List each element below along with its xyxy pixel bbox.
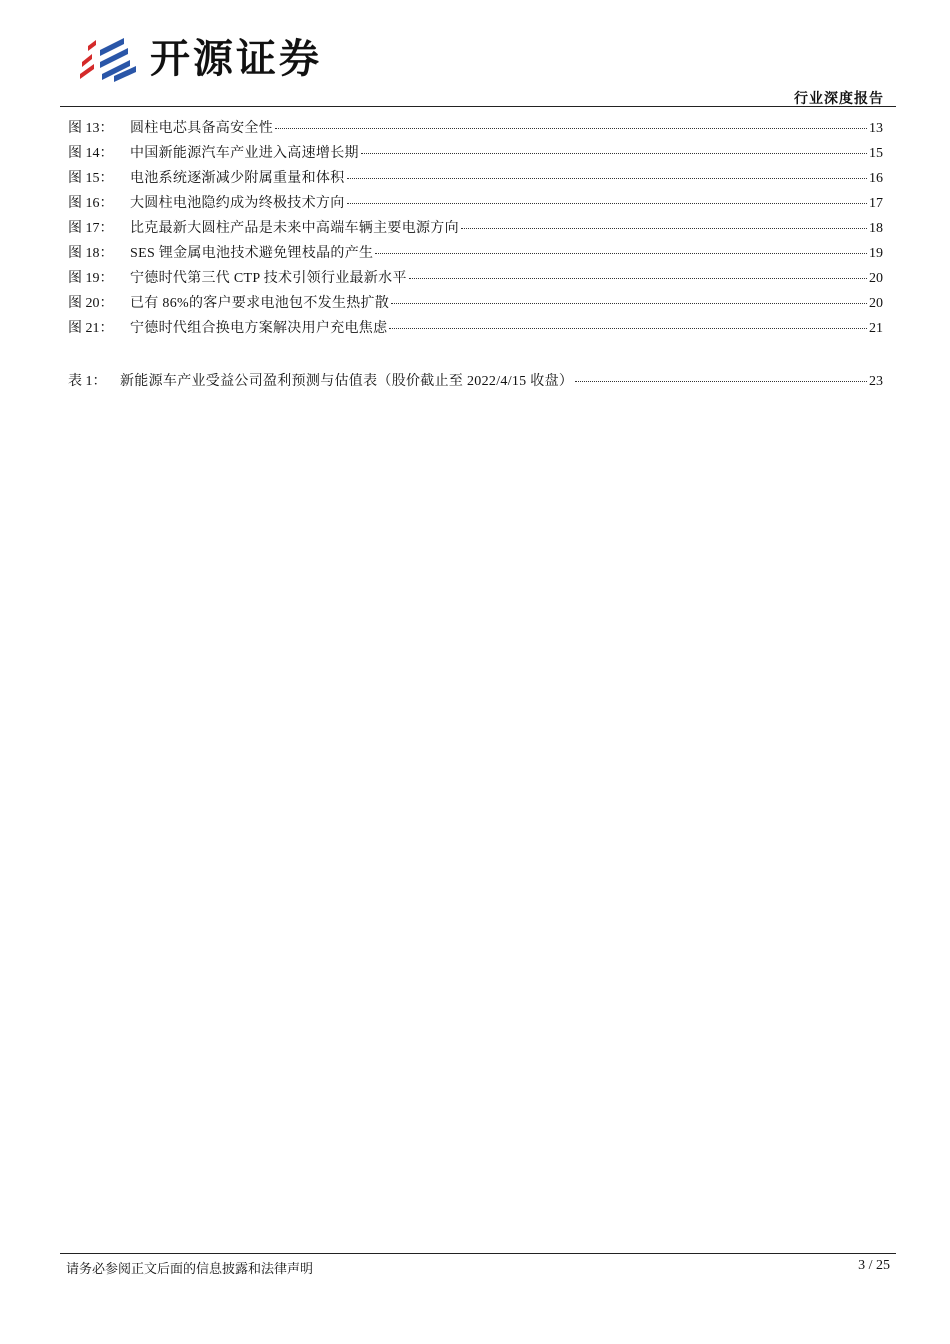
toc-entry-label: 图 13：: [68, 121, 114, 136]
toc-entry-page: 15: [869, 146, 883, 161]
toc-entry-page: 16: [869, 171, 883, 186]
toc-entry-title: SES 锂金属电池技术避免锂枝晶的产生: [130, 246, 374, 261]
page-number: 3 / 25: [858, 1258, 890, 1273]
toc-entry[interactable]: [68, 192, 883, 217]
toc-leader-dots: [361, 153, 867, 154]
toc-entry-page: 21: [869, 321, 883, 336]
toc-entry-label: 图 18：: [68, 246, 114, 261]
toc-entry-title: 大圆柱电池隐约成为终极技术方向: [130, 196, 345, 211]
logo-mark-icon: [78, 32, 140, 86]
toc-entry-label: 表 1：: [68, 374, 107, 389]
toc-entry[interactable]: [68, 117, 883, 142]
toc-entry-title: 电池系统逐渐减少附属重量和体积: [130, 171, 345, 186]
toc-entry-title: 圆柱电芯具备高安全性: [130, 121, 273, 136]
figure-table-of-contents: [68, 117, 883, 342]
toc-entry-title: 已有 86%的客户要求电池包不发生热扩散: [130, 296, 390, 311]
toc-entry-title: 比克最新大圆柱产品是未来中高端车辆主要电源方向: [130, 221, 459, 236]
toc-entry-page: 23: [869, 374, 883, 389]
toc-leader-dots: [575, 381, 867, 382]
toc-entry[interactable]: [68, 267, 883, 292]
toc-entry[interactable]: [68, 292, 883, 317]
toc-leader-dots: [389, 328, 867, 329]
toc-entry[interactable]: [68, 317, 883, 342]
toc-entry-page: 20: [869, 271, 883, 286]
toc-leader-dots: [409, 278, 867, 279]
toc-leader-dots: [461, 228, 867, 229]
brand-name: 开源证券: [150, 36, 322, 82]
toc-entry[interactable]: [68, 242, 883, 267]
toc-entry-page: 20: [869, 296, 883, 311]
header-divider: [60, 106, 896, 107]
toc-leader-dots: [347, 203, 868, 204]
toc-entry-page: 17: [869, 196, 883, 211]
toc-entry-label: 图 16：: [68, 196, 114, 211]
toc-entry-label: 图 21：: [68, 321, 114, 336]
toc-leader-dots: [275, 128, 867, 129]
toc-entry-title: 新能源车产业受益公司盈利预测与估值表（股价截止至 2022/4/15 收盘）: [120, 374, 574, 389]
toc-leader-dots: [347, 178, 868, 179]
toc-entry-title: 宁德时代组合换电方案解决用户充电焦虑: [130, 321, 388, 336]
toc-entry-title: 中国新能源汽车产业进入高速增长期: [130, 146, 359, 161]
toc-entry-label: 图 17：: [68, 221, 114, 236]
table-table-of-contents: [68, 370, 883, 395]
toc-entry-page: 18: [869, 221, 883, 236]
toc-entry-label: 图 14：: [68, 146, 114, 161]
toc-leader-dots: [391, 303, 867, 304]
footer-disclaimer: 请务必参阅正文后面的信息披露和法律声明: [66, 1262, 314, 1277]
toc-entry-page: 13: [869, 121, 883, 136]
toc-leader-dots: [375, 253, 867, 254]
brand-logo: [78, 32, 322, 86]
toc-entry-label: 图 19：: [68, 271, 114, 286]
report-type-label: 行业深度报告: [794, 91, 884, 107]
toc-entry[interactable]: [68, 167, 883, 192]
footer-divider: [60, 1253, 896, 1254]
toc-entry[interactable]: [68, 142, 883, 167]
toc-entry-title: 宁德时代第三代 CTP 技术引领行业最新水平: [130, 271, 407, 286]
toc-entry-page: 19: [869, 246, 883, 261]
toc-entry-label: 图 15：: [68, 171, 114, 186]
toc-entry[interactable]: [68, 370, 883, 395]
toc-entry-label: 图 20：: [68, 296, 114, 311]
toc-entry[interactable]: [68, 217, 883, 242]
